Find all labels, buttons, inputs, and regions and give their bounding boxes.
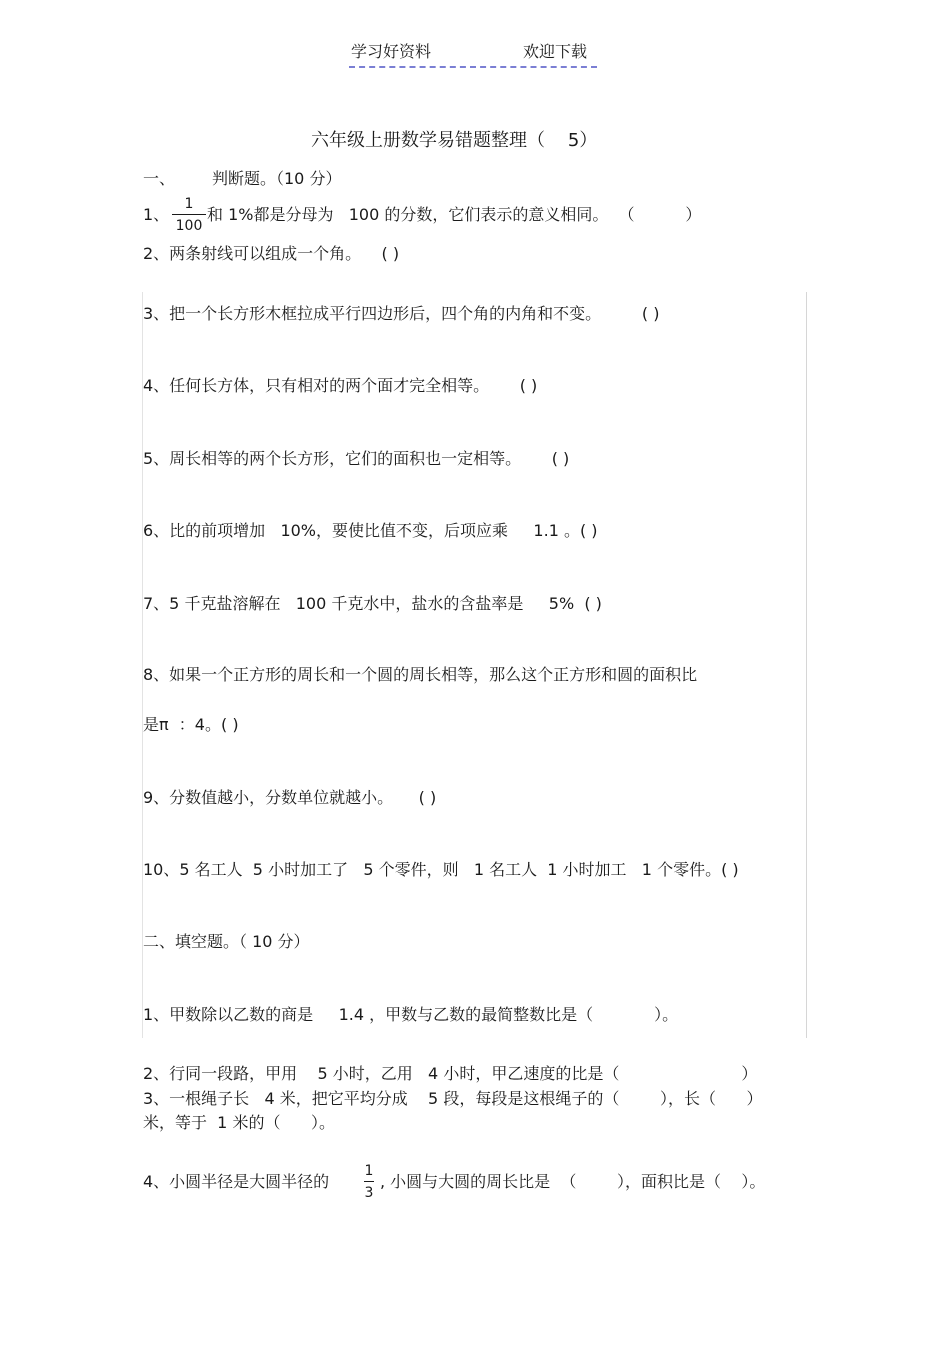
question-6: 6、比的前项增加 10%，要使比值不变，后项应乘 1.1 。( ) <box>143 521 598 540</box>
column-border-right <box>806 292 807 1038</box>
page-title: 六年级上册数学易错题整理（ 5） <box>311 130 598 151</box>
fraction-denominator: 100 <box>175 218 203 234</box>
fraction-numerator: 1 <box>184 196 194 212</box>
fill-question-3-line1: 3、一根绳子长 4 米，把它平均分成 5 段，每段是这根绳子的（ ），长（ ） <box>143 1089 763 1108</box>
q1-prefix: 1、 <box>143 205 170 224</box>
fraction-denominator: 3 <box>364 1185 374 1201</box>
header-right: 欢迎下载 <box>523 42 588 61</box>
fill-question-4-prefix: 4、小圆半径是大圆半径的 <box>143 1172 330 1191</box>
fill-question-2: 2、行同一段路，甲用 5 小时，乙用 4 小时，甲乙速度的比是（ ） <box>143 1064 758 1083</box>
question-10: 10、5 名工人 5 小时加工了 5 个零件，则 1 名工人 1 小时加工 1 个零件。( ) <box>143 860 739 879</box>
question-7: 7、5 千克盐溶解在 100 千克水中，盐水的含盐率是 5% ( ) <box>143 594 602 613</box>
question-8-line1: 8、如果一个正方形的周长和一个圆的周长相等，那么这个正方形和圆的面积比 <box>143 665 698 684</box>
question-3: 3、把一个长方形木框拉成平行四边形后，四个角的内角和不变。 ( ) <box>143 304 660 323</box>
section1-number: 一、 <box>143 169 176 188</box>
fraction-bar <box>172 214 206 215</box>
question-2: 2、两条射线可以组成一个角。 ( ) <box>143 244 400 263</box>
question-9: 9、分数值越小，分数单位就越小。 ( ) <box>143 788 437 807</box>
header-left: 学习好资料 <box>351 42 432 61</box>
fill-question-3-line2: 米，等于 1 米的（ ）。 <box>143 1113 335 1132</box>
fraction-numerator: 1 <box>364 1163 374 1179</box>
q1-text: 和 1%都是分母为 100 的分数，它们表示的意义相同。 （ ） <box>207 205 702 224</box>
section1-heading: 判断题。（10 分） <box>212 169 342 188</box>
question-5: 5、周长相等的两个长方形，它们的面积也一定相等。 ( ) <box>143 449 570 468</box>
page-header <box>349 44 597 68</box>
fill-question-4-text: , 小圆与大圆的周长比是 （ ），面积比是（ ）。 <box>380 1172 766 1191</box>
question-8-line2: 是π ：4。( ) <box>143 715 239 734</box>
fraction-bar <box>364 1181 374 1182</box>
fraction-1-100 <box>172 197 206 233</box>
section2-heading: 二、填空题。（ 10 分） <box>143 932 310 951</box>
question-4: 4、任何长方体，只有相对的两个面才完全相等。 ( ) <box>143 376 538 395</box>
fill-question-1: 1、甲数除以乙数的商是 1.4 ，甲数与乙数的最简整数比是（ ）。 <box>143 1005 679 1024</box>
